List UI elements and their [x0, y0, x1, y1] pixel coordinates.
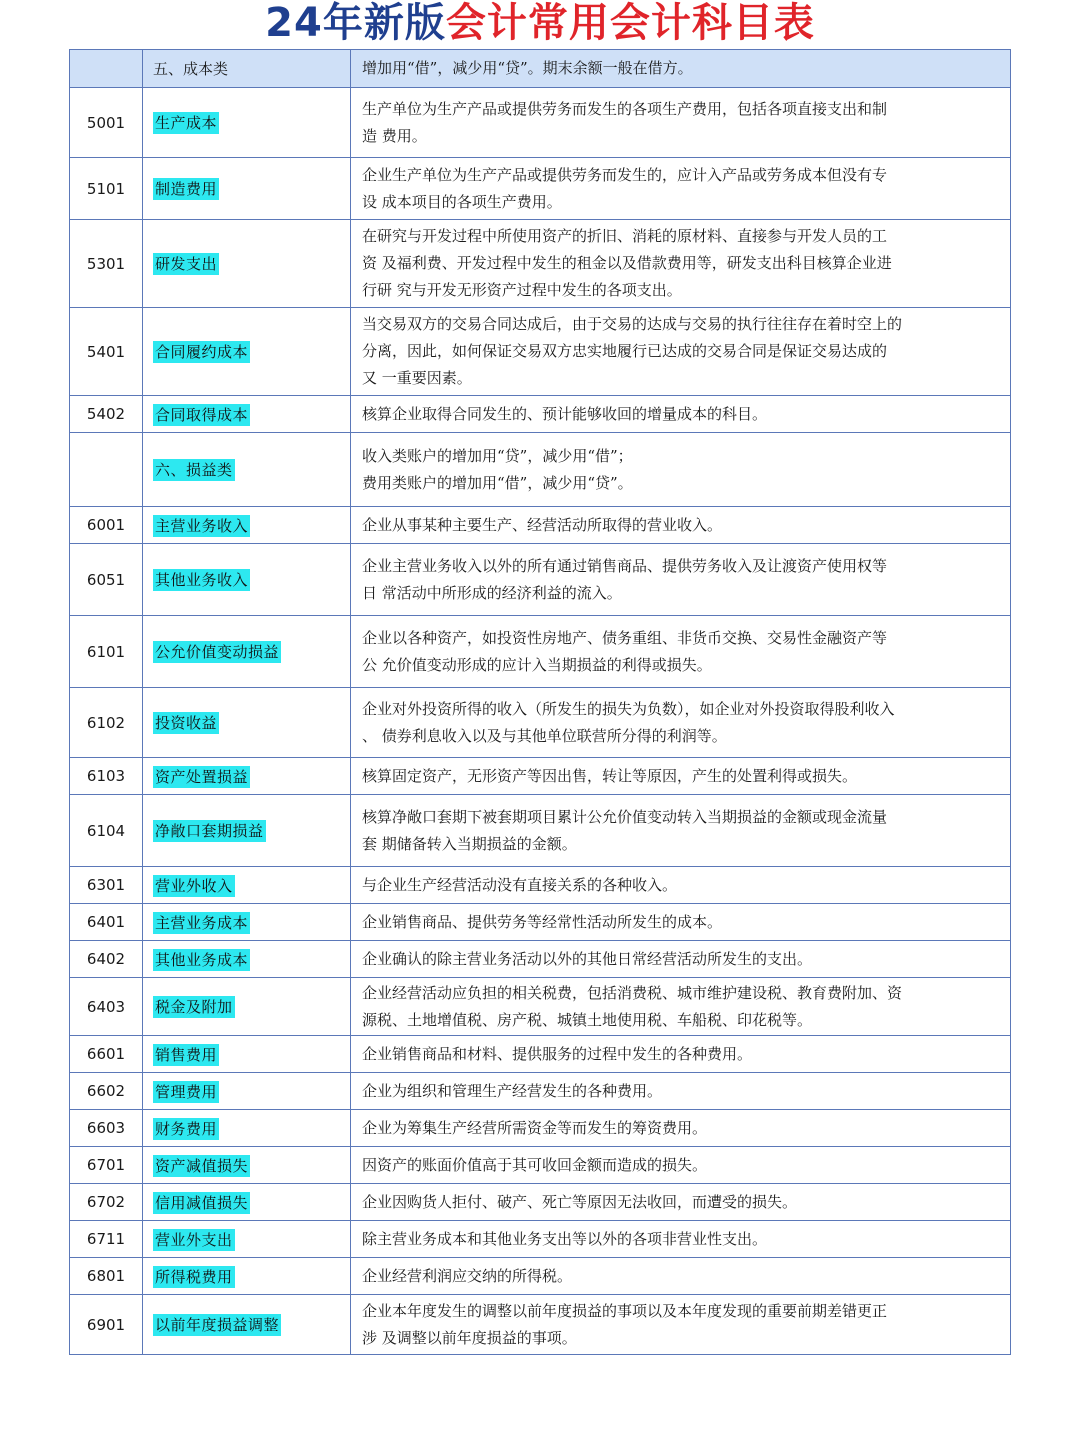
account-code: 6301: [70, 867, 143, 904]
account-description: [351, 433, 1011, 507]
description-line: 在研究与开发过程中所使用资产的折旧、消耗的原材料、直接参与开发人员的工: [362, 227, 888, 245]
table-row: [70, 433, 1011, 507]
description-line: 又 一重要因素。: [362, 369, 472, 387]
accounts-table: [69, 49, 1011, 1355]
account-code: 6402: [70, 941, 143, 978]
account-description: [351, 616, 1011, 688]
account-description: [351, 867, 1011, 904]
description-line: 企业生产单位为生产产品或提供劳务而发生的，应计入产品或劳务成本但没有专: [362, 165, 888, 184]
account-code: 6101: [70, 616, 143, 688]
description-line: 造 费用。: [362, 126, 427, 145]
account-name: 其他业务成本: [155, 950, 249, 969]
description-line: 企业为组织和管理生产经营发生的各种费用。: [362, 1081, 663, 1100]
account-name-cell: [143, 1110, 351, 1147]
account-description: [351, 795, 1011, 867]
account-description: [351, 1110, 1011, 1147]
description-line: 企业以各种资产，如投资性房地产、债务重组、非货币交换、交易性金融资产等: [362, 628, 888, 647]
account-description: [351, 1184, 1011, 1221]
description-line: 因资产的账面价值高于其可收回金额而造成的损失。: [362, 1155, 708, 1174]
account-name-cell: [143, 616, 351, 688]
account-name: 主营业务收入: [155, 516, 249, 535]
description-line: 企业从事某种主要生产、经营活动所取得的营业收入。: [362, 515, 723, 534]
account-code: 6801: [70, 1258, 143, 1295]
account-name: 营业外支出: [155, 1230, 233, 1249]
table-row: [70, 544, 1011, 616]
description-line: 核算固定资产，无形资产等因出售，转让等原因，产生的处置利得或损失。: [362, 766, 858, 785]
description-line: 源税、土地增值税、房产税、城镇土地使用税、车船税、印花税等。: [362, 1010, 813, 1029]
description-line: 与企业生产经营活动没有直接关系的各种收入。: [362, 875, 678, 894]
table-row: [70, 158, 1011, 220]
account-code: 6001: [70, 507, 143, 544]
account-description: [351, 688, 1011, 758]
account-code: 6711: [70, 1221, 143, 1258]
description-line: 企业为筹集生产经营所需资金等而发生的筹资费用。: [362, 1118, 708, 1137]
account-name: 研发支出: [155, 255, 218, 273]
account-name: 财务费用: [155, 1119, 218, 1138]
account-description: [351, 1147, 1011, 1184]
account-name-cell: [143, 1258, 351, 1295]
description-line: 企业对外投资所得的收入（所发生的损失为负数），如企业对外投资取得股利收入: [362, 699, 895, 718]
account-code: 6104: [70, 795, 143, 867]
table-row: [70, 507, 1011, 544]
account-code: 5301: [70, 220, 143, 308]
table-row: [70, 978, 1011, 1036]
header-code-cell: [70, 50, 143, 88]
account-code: 6602: [70, 1073, 143, 1110]
description-line: 除主营业务成本和其他业务支出等以外的各项非营业性支出。: [362, 1229, 768, 1248]
account-name: 合同取得成本: [155, 405, 249, 424]
account-name-cell: [143, 1036, 351, 1073]
account-name: 信用减值损失: [155, 1193, 249, 1212]
account-name-cell: [143, 904, 351, 941]
account-name: 投资收益: [155, 714, 218, 732]
account-code: 6601: [70, 1036, 143, 1073]
account-code: 6051: [70, 544, 143, 616]
account-code: 5001: [70, 88, 143, 158]
account-code: 6102: [70, 688, 143, 758]
table-row: [70, 1073, 1011, 1110]
account-code: 6103: [70, 758, 143, 795]
table-row: [70, 904, 1011, 941]
table-row: [70, 1221, 1011, 1258]
account-name-cell: [143, 1073, 351, 1110]
account-name-cell: [143, 433, 351, 507]
description-line: 套 期储备转入当期损益的金额。: [362, 834, 577, 853]
table-row: [70, 616, 1011, 688]
title-part-2: 会计常用会计科目表: [445, 0, 815, 46]
description-line: 当交易双方的交易合同达成后，由于交易的达成与交易的执行往往存在着时空上的: [362, 315, 903, 333]
account-code: 6401: [70, 904, 143, 941]
description-line: 企业确认的除主营业务活动以外的其他日常经营活动所发生的支出。: [362, 949, 813, 968]
account-description: [351, 758, 1011, 795]
account-name: 其他业务收入: [155, 571, 249, 589]
account-name-cell: [143, 688, 351, 758]
description-line: 企业主营业务收入以外的所有通过销售商品、提供劳务收入及让渡资产使用权等: [362, 556, 888, 575]
account-code: 6702: [70, 1184, 143, 1221]
description-line: 核算净敞口套期下被套期项目累计公允价值变动转入当期损益的金额或现金流量: [362, 807, 888, 826]
account-name-cell: [143, 795, 351, 867]
account-code: 5402: [70, 396, 143, 433]
description-line: 、 债券利息收入以及与其他单位联营所分得的利润等。: [362, 726, 727, 745]
account-description: [351, 88, 1011, 158]
account-name: 主营业务成本: [155, 913, 249, 932]
table-row: [70, 1036, 1011, 1073]
account-name-cell: [143, 941, 351, 978]
account-name: 生产成本: [155, 114, 218, 132]
account-description: [351, 158, 1011, 220]
description-line: 核算企业取得合同发生的、预计能够收回的增量成本的科目。: [362, 404, 768, 423]
account-description: [351, 1221, 1011, 1258]
account-description: [351, 1295, 1011, 1355]
account-name-cell: [143, 1184, 351, 1221]
description-line: 费用类账户的增加用“借”，减少用“贷”。: [362, 473, 633, 492]
account-name: 以前年度损益调整: [155, 1316, 280, 1334]
table-row: [70, 220, 1011, 308]
table-row: [70, 308, 1011, 396]
table-row: [70, 1110, 1011, 1147]
account-description: [351, 507, 1011, 544]
account-code: 6403: [70, 978, 143, 1036]
account-name-cell: [143, 1147, 351, 1184]
account-description: [351, 904, 1011, 941]
table-row: [70, 688, 1011, 758]
account-name-cell: [143, 88, 351, 158]
account-description: [351, 544, 1011, 616]
account-name: 销售费用: [155, 1045, 218, 1064]
table-row: [70, 941, 1011, 978]
account-description: [351, 1036, 1011, 1073]
account-name: 资产减值损失: [155, 1156, 249, 1175]
account-name: 六、损益类: [155, 461, 233, 479]
account-description: [351, 1258, 1011, 1295]
description-line: 生产单位为生产产品或提供劳务而发生的各项生产费用，包括各项直接支出和制: [362, 99, 888, 118]
account-description: [351, 1073, 1011, 1110]
page-title: [0, 0, 1080, 46]
table-row: [70, 867, 1011, 904]
account-name-cell: [143, 758, 351, 795]
table-row: [70, 758, 1011, 795]
table-row: [70, 795, 1011, 867]
description-line: 公 允价值变动形成的应计入当期损益的利得或损失。: [362, 655, 712, 674]
description-line: 企业销售商品和材料、提供服务的过程中发生的各种费用。: [362, 1044, 753, 1063]
account-code: 6603: [70, 1110, 143, 1147]
table-row: [70, 88, 1011, 158]
account-code: 6701: [70, 1147, 143, 1184]
account-name-cell: [143, 158, 351, 220]
account-description: [351, 220, 1011, 308]
description-line: 设 成本项目的各项生产费用。: [362, 192, 562, 211]
account-name: 营业外收入: [155, 876, 233, 895]
account-name: 资产处置损益: [155, 767, 249, 786]
table-row: [70, 396, 1011, 433]
account-name-cell: [143, 867, 351, 904]
account-description: [351, 308, 1011, 396]
account-name-cell: [143, 978, 351, 1036]
table-row: [70, 1258, 1011, 1295]
account-name: 合同履约成本: [155, 343, 249, 361]
description-line: 涉 及调整以前年度损益的事项。: [362, 1328, 577, 1347]
account-name: 公允价值变动损益: [155, 643, 280, 661]
account-name: 管理费用: [155, 1082, 218, 1101]
title-part-1: 24年新版: [265, 0, 446, 46]
account-code: 5101: [70, 158, 143, 220]
account-name: 净敞口套期损益: [155, 822, 264, 840]
account-name-cell: [143, 1221, 351, 1258]
header-category-label: 五、成本类: [153, 60, 229, 78]
account-name-cell: [143, 396, 351, 433]
description-line: 分离，因此，如何保证交易双方忠实地履行已达成的交易合同是保证交易达成的: [362, 342, 888, 360]
description-line: 日 常活动中所形成的经济利益的流入。: [362, 583, 622, 602]
account-name-cell: [143, 1295, 351, 1355]
account-code: 6901: [70, 1295, 143, 1355]
account-name: 所得税费用: [155, 1267, 233, 1286]
header-desc-text: 增加用“借”，减少用“贷”。期末余额一般在借方。: [362, 59, 693, 77]
table-row: [70, 1147, 1011, 1184]
account-name: 税金及附加: [155, 998, 233, 1016]
header-category-cell: [143, 50, 351, 88]
description-line: 资 及福利费、开发过程中发生的租金以及借款费用等，研发支出科目核算企业进: [362, 254, 892, 272]
table-row: [70, 1295, 1011, 1355]
header-desc-cell: [351, 50, 1011, 88]
account-description: [351, 978, 1011, 1036]
account-name-cell: [143, 507, 351, 544]
account-name-cell: [143, 544, 351, 616]
table-row: [70, 1184, 1011, 1221]
account-code: [70, 433, 143, 507]
account-name: 制造费用: [155, 180, 218, 198]
description-line: 企业销售商品、提供劳务等经常性活动所发生的成本。: [362, 912, 723, 931]
account-name-cell: [143, 220, 351, 308]
account-description: [351, 941, 1011, 978]
description-line: 收入类账户的增加用“贷”，减少用“借”；: [362, 446, 633, 465]
account-name-cell: [143, 308, 351, 396]
description-line: 企业经营活动应负担的相关税费，包括消费税、城市维护建设税、教育费附加、资: [362, 983, 903, 1002]
account-code: 5401: [70, 308, 143, 396]
account-description: [351, 396, 1011, 433]
table-header-row: [70, 50, 1011, 88]
description-line: 企业因购货人拒付、破产、死亡等原因无法收回，而遭受的损失。: [362, 1192, 798, 1211]
description-line: 企业本年度发生的调整以前年度损益的事项以及本年度发现的重要前期差错更正: [362, 1301, 888, 1320]
description-line: 企业经营利润应交纳的所得税。: [362, 1266, 573, 1285]
description-line: 行研 究与开发无形资产过程中发生的各项支出。: [362, 281, 682, 299]
